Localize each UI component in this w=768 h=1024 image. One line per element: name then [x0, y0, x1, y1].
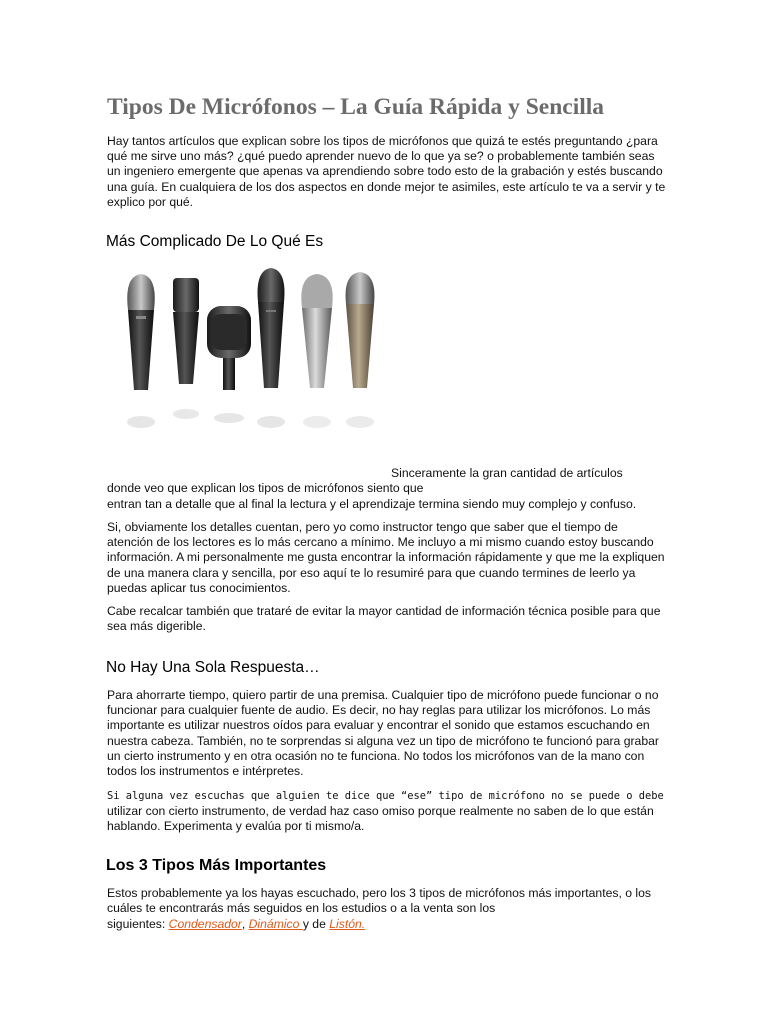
separator-2: y de	[302, 917, 330, 931]
section1-paragraph-3: Cabe recalcar también que trataré de evitar la mayor cantidad de información técnica posible para que sea más digerible.	[107, 604, 661, 634]
microphone-6	[346, 272, 375, 428]
microphone-1	[127, 274, 155, 428]
link-dinamico[interactable]: Dinámico	[248, 917, 303, 931]
caption-line-2: donde veo que explican los tipos de micrófonos siento que	[107, 481, 424, 495]
microphone-4	[257, 268, 285, 428]
caption-line-3: entran tan a detalle que al final la lectura y el aprendizaje termina siendo muy complejo y confuso.	[107, 497, 637, 511]
intro-paragraph: Hay tantos artículos que explican sobre los tipos de micrófonos que quizá te estés preguntando ¿para qué me sirve uno más? ¿qué puedo aprender nuevo de lo que ya se? o probablemente también seas un ingeniero emergente que apenas va aprendiendo sobre todo esto de la grabación y estés buscando una guía. En cualquiera de los dos aspectos en donde mejor te asimiles, este artículo te va a servir y te explico por qué.	[107, 134, 666, 209]
microphone-2	[173, 278, 199, 419]
separator-1: ,	[241, 917, 249, 931]
section-heading-complicado: Más Complicado De Lo Qué Es	[106, 233, 324, 250]
link-liston[interactable]: Listón.	[329, 917, 366, 931]
section-heading-respuesta: No Hay Una Sola Respuesta…	[106, 659, 320, 676]
section3-paragraph	[107, 886, 667, 916]
paragraph-rest: utilizar con cierto instrumento, de verdad haz caso omiso porque realmente no saben de lo que están hablando. Experimenta y evalúa por ti mismo/a.	[107, 804, 654, 834]
paragraph-text: Estos probablemente ya los hayas escuchado, pero los 3 tipos de micrófonos más importantes, o los cuáles te encontrarás más seguidos en los estudios o a la venta son los	[107, 886, 651, 916]
section2-paragraph-2	[107, 788, 667, 835]
caption-line-1: Sinceramente la gran cantidad de artículos	[391, 466, 623, 480]
microphone-5	[301, 274, 332, 428]
link-condensador[interactable]: Condensador	[168, 917, 242, 931]
microphones-image	[108, 262, 408, 452]
section1-paragraph-2: Si, obviamente los detalles cuentan, pero yo como instructor tengo que saber que el tiempo de atención de los lectores es lo más cercano a mínimo. Me incluyo a mi mismo cuando estoy buscando información. A mi personalmente me gusta encontrar la información rápidamente y que me la expliquen de una manera clara y sencilla, por eso aquí te lo resumiré para que cuando termines de leerlo ya puedas aplicar tus conocimientos.	[107, 520, 665, 595]
microphone-3	[207, 306, 251, 423]
types-prefix: siguientes:	[107, 917, 169, 931]
monospace-phrase: Si alguna vez escuchas que alguien te dice que “ese” tipo de micrófono no se puede o debe	[107, 790, 664, 802]
section-heading-tipos: Los 3 Tipos Más Importantes	[106, 857, 327, 874]
section2-paragraph-1: Para ahorrarte tiempo, quiero partir de una premisa. Cualquier tipo de micrófono puede funcionar o no funcionar para cualquier fuente de audio. Es decir, no hay reglas para utilizar los micrófonos. Lo más importante es utilizar nuestros oídos para evaluar y encontrar el sonido que estamos escuchando en nuestra cabeza. También, no te sorprendas si alguna vez un tipo de micrófono te funcionó para grabar un cierto instrumento y en otra ocasión no te funciona. No todos los micrófonos van de la mano con todos los instrumentos e intérpretes.	[107, 688, 659, 779]
page-title: Tipos De Micrófonos – La Guía Rápida y Sencilla	[107, 94, 605, 120]
types-line	[107, 917, 667, 932]
